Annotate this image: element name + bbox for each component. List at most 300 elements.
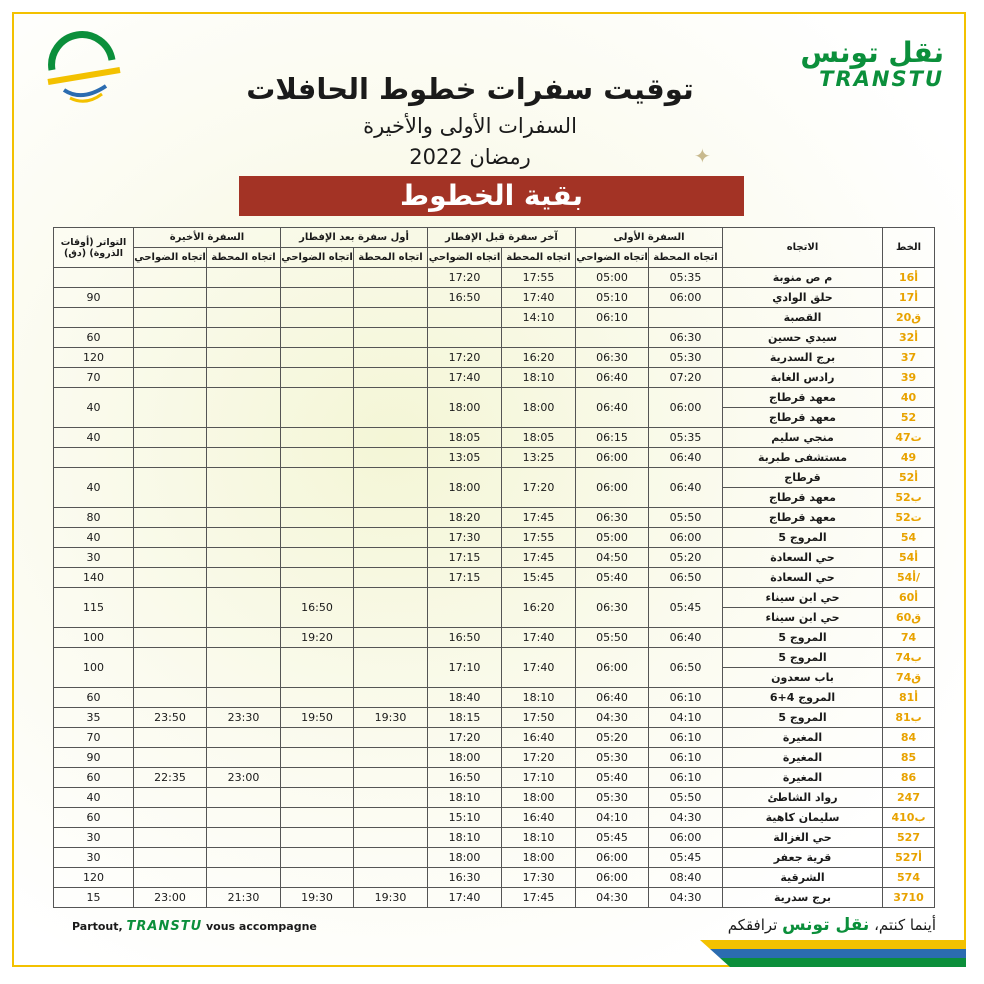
header-to-suburbs: اتجاه الضواحي (281, 248, 354, 268)
frequency-cell: 80 (54, 508, 134, 528)
frequency-cell: 120 (54, 348, 134, 368)
direction-cell: معهد قرطاج (723, 508, 883, 528)
time-cell: 19:50 (281, 708, 354, 728)
time-cell: 04:30 (576, 888, 649, 908)
frequency-cell: 60 (54, 768, 134, 788)
line-number: 81ب (883, 708, 935, 728)
line-number: 247 (883, 788, 935, 808)
direction-cell (723, 648, 883, 688)
time-cell: 17:40 (428, 368, 502, 388)
time-cell (134, 448, 207, 468)
time-cell: 04:50 (576, 548, 649, 568)
line-number: 527أ (883, 848, 935, 868)
time-cell (207, 428, 281, 448)
line-number (883, 388, 935, 428)
direction-cell: حي السعادة (723, 568, 883, 588)
time-cell (354, 308, 428, 328)
frequency-cell: 100 (54, 628, 134, 648)
schedule-rows (54, 268, 935, 908)
line-number: 85 (883, 748, 935, 768)
time-cell (207, 548, 281, 568)
time-cell (134, 788, 207, 808)
line-number: 16أ (883, 268, 935, 288)
time-cell (354, 848, 428, 868)
time-cell (134, 288, 207, 308)
time-cell: 18:05 (428, 428, 502, 448)
time-cell (134, 588, 207, 628)
time-cell (354, 328, 428, 348)
header-frequency: التواتر (أوقات الذروة) (دق) (54, 228, 134, 268)
line-number: 54أ/ (883, 568, 935, 588)
time-cell: 17:40 (502, 648, 576, 688)
time-cell: 21:30 (207, 888, 281, 908)
line-number-item: 74ق (883, 667, 934, 687)
header-first: السفرة الأولى (576, 228, 723, 248)
time-cell: 08:40 (649, 868, 723, 888)
time-cell (354, 748, 428, 768)
frequency-cell: 15 (54, 888, 134, 908)
time-cell (134, 268, 207, 288)
time-cell: 18:00 (428, 468, 502, 508)
table-row (54, 388, 935, 428)
frequency-cell: 90 (54, 288, 134, 308)
time-cell: 17:45 (502, 548, 576, 568)
time-cell (281, 868, 354, 888)
time-cell (354, 628, 428, 648)
time-cell: 17:20 (428, 728, 502, 748)
frequency-cell: 40 (54, 528, 134, 548)
footer-french-brand: TRANSTU (126, 919, 203, 934)
time-cell: 17:45 (502, 888, 576, 908)
line-number: 32أ (883, 328, 935, 348)
table-row (54, 728, 935, 748)
table-row (54, 528, 935, 548)
time-cell (281, 848, 354, 868)
time-cell: 17:40 (428, 888, 502, 908)
time-cell: 18:10 (502, 688, 576, 708)
time-cell: 05:40 (576, 568, 649, 588)
time-cell (354, 768, 428, 788)
time-cell: 17:40 (502, 288, 576, 308)
table-row (54, 768, 935, 788)
line-number: 74 (883, 628, 935, 648)
direction-cell: برج سدرية (723, 888, 883, 908)
time-cell (134, 628, 207, 648)
time-cell (354, 788, 428, 808)
time-cell (281, 728, 354, 748)
direction-cell: المغيرة (723, 768, 883, 788)
direction-cell: المروج 5 (723, 628, 883, 648)
time-cell (207, 308, 281, 328)
table-row (54, 748, 935, 768)
time-cell (281, 768, 354, 788)
frequency-cell: 115 (54, 588, 134, 628)
direction-cell: م ص منوبة (723, 268, 883, 288)
time-cell: 17:20 (428, 348, 502, 368)
time-cell: 04:30 (649, 888, 723, 908)
line-number: 574 (883, 868, 935, 888)
time-cell (354, 568, 428, 588)
direction-cell-item: معهد قرطاج (723, 407, 882, 427)
line-number (883, 468, 935, 508)
time-cell: 19:30 (281, 888, 354, 908)
line-number: 54 (883, 528, 935, 548)
time-cell: 18:40 (428, 688, 502, 708)
line-number-item: 60أ (898, 591, 919, 604)
time-cell (207, 508, 281, 528)
line-number-item: 52 (883, 407, 934, 427)
table-row (54, 848, 935, 868)
frequency-cell: 120 (54, 868, 134, 888)
time-cell (281, 548, 354, 568)
time-cell (134, 308, 207, 328)
frequency-cell: 40 (54, 788, 134, 808)
time-cell (134, 688, 207, 708)
direction-cell: رواد الشاطئ (723, 788, 883, 808)
header-last: السفرة الأخيرة (134, 228, 281, 248)
time-cell (428, 308, 502, 328)
time-cell (134, 528, 207, 548)
time-cell (207, 568, 281, 588)
time-cell: 06:40 (649, 468, 723, 508)
time-cell (281, 448, 354, 468)
time-cell: 17:15 (428, 548, 502, 568)
time-cell (576, 328, 649, 348)
page-subtitle: السفرات الأولى والأخيرة (363, 114, 577, 138)
time-cell (428, 328, 502, 348)
star-icon: ✦ (694, 144, 711, 168)
table-row (54, 448, 935, 468)
time-cell (207, 528, 281, 548)
direction-cell: حي الغزالة (723, 828, 883, 848)
time-cell (281, 748, 354, 768)
line-number: 49 (883, 448, 935, 468)
table-row (54, 808, 935, 828)
footer-arabic-pre: أينما كنتم، (874, 916, 936, 934)
time-cell (281, 268, 354, 288)
time-cell: 16:40 (502, 808, 576, 828)
time-cell: 06:50 (649, 648, 723, 688)
header-last-before-iftar: آخر سفرة قبل الإفطار (428, 228, 576, 248)
time-cell: 06:30 (649, 328, 723, 348)
footer-arabic-post: ترافقكم (727, 916, 778, 934)
frequency-cell: 40 (54, 428, 134, 448)
time-cell (134, 328, 207, 348)
time-cell: 18:20 (428, 508, 502, 528)
time-cell (134, 368, 207, 388)
line-number (883, 588, 935, 628)
time-cell (207, 868, 281, 888)
time-cell: 05:50 (649, 788, 723, 808)
line-number-item: 52ب (883, 487, 934, 507)
time-cell (207, 388, 281, 428)
time-cell: 06:00 (649, 288, 723, 308)
time-cell: 04:30 (576, 708, 649, 728)
table-row (54, 568, 935, 588)
line-number: 20ق (883, 308, 935, 328)
time-cell (207, 648, 281, 688)
time-cell (354, 548, 428, 568)
time-cell (207, 328, 281, 348)
header-to-station: اتجاه المحطة (649, 248, 723, 268)
brand-latin: TRANSTU (819, 67, 944, 91)
time-cell (207, 468, 281, 508)
time-cell (281, 788, 354, 808)
line-number (883, 648, 935, 688)
time-cell: 17:30 (502, 868, 576, 888)
time-cell (134, 868, 207, 888)
time-cell: 19:20 (281, 628, 354, 648)
line-number: 52ت (883, 508, 935, 528)
line-number: 17أ (883, 288, 935, 308)
time-cell (134, 648, 207, 688)
time-cell (207, 808, 281, 828)
time-cell (281, 508, 354, 528)
time-cell (354, 368, 428, 388)
direction-cell (723, 468, 883, 508)
time-cell: 05:50 (649, 508, 723, 528)
time-cell: 18:10 (428, 828, 502, 848)
time-cell: 16:20 (502, 588, 576, 628)
header-direction: الاتجاه (723, 228, 883, 268)
time-cell: 18:10 (502, 828, 576, 848)
time-cell: 05:35 (649, 428, 723, 448)
time-cell: 17:20 (502, 468, 576, 508)
frequency-cell: 70 (54, 368, 134, 388)
time-cell (134, 848, 207, 868)
direction-cell-item: معهد قرطاج (723, 487, 882, 507)
time-cell (354, 268, 428, 288)
line-number-item: 74ب (895, 651, 922, 664)
time-cell: 06:00 (576, 848, 649, 868)
time-cell: 18:00 (428, 748, 502, 768)
time-cell: 05:45 (649, 588, 723, 628)
time-cell: 06:30 (576, 348, 649, 368)
time-cell (354, 508, 428, 528)
time-cell: 05:45 (649, 848, 723, 868)
time-cell (207, 348, 281, 368)
time-cell: 05:00 (576, 528, 649, 548)
time-cell: 06:40 (649, 448, 723, 468)
time-cell (207, 628, 281, 648)
time-cell (134, 568, 207, 588)
frequency-cell: 60 (54, 328, 134, 348)
direction-cell: منجي سليم (723, 428, 883, 448)
frequency-cell: 70 (54, 728, 134, 748)
section-banner: بقية الخطوط (239, 176, 744, 216)
direction-cell: قرية جعفر (723, 848, 883, 868)
time-cell (134, 808, 207, 828)
time-cell (281, 428, 354, 448)
line-number-item: 40 (900, 391, 917, 404)
direction-cell (723, 388, 883, 428)
time-cell (134, 388, 207, 428)
time-cell (134, 828, 207, 848)
header-to-suburbs: اتجاه الضواحي (576, 248, 649, 268)
footer-arabic-brand: نقل تونس (782, 915, 870, 935)
time-cell (354, 808, 428, 828)
time-cell: 05:20 (576, 728, 649, 748)
transtu-logo-icon (42, 30, 122, 110)
time-cell (281, 648, 354, 688)
direction-cell: سليمان كاهية (723, 808, 883, 828)
table-row (54, 708, 935, 728)
table-row (54, 868, 935, 888)
time-cell: 06:00 (576, 648, 649, 688)
time-cell: 06:10 (649, 728, 723, 748)
frequency-cell: 40 (54, 388, 134, 428)
brand-logo (800, 38, 944, 90)
time-cell: 06:30 (576, 508, 649, 528)
table-row (54, 548, 935, 568)
time-cell: 05:30 (576, 748, 649, 768)
time-cell (281, 808, 354, 828)
time-cell: 06:00 (576, 868, 649, 888)
time-cell: 19:30 (354, 708, 428, 728)
frequency-cell: 140 (54, 568, 134, 588)
time-cell (134, 348, 207, 368)
time-cell (207, 368, 281, 388)
time-cell: 16:40 (502, 728, 576, 748)
time-cell: 13:25 (502, 448, 576, 468)
time-cell: 17:30 (428, 528, 502, 548)
time-cell: 06:00 (576, 468, 649, 508)
time-cell: 17:10 (428, 648, 502, 688)
frequency-cell (54, 448, 134, 468)
time-cell: 17:20 (502, 748, 576, 768)
time-cell (354, 688, 428, 708)
time-cell: 06:30 (576, 588, 649, 628)
time-cell (281, 468, 354, 508)
direction-cell: حلق الوادي (723, 288, 883, 308)
time-cell (207, 828, 281, 848)
time-cell (354, 428, 428, 448)
time-cell: 05:10 (576, 288, 649, 308)
time-cell: 18:05 (502, 428, 576, 448)
time-cell: 23:50 (134, 708, 207, 728)
time-cell: 15:10 (428, 808, 502, 828)
footer-french-pre: Partout, (72, 920, 123, 933)
time-cell: 05:35 (649, 268, 723, 288)
header-to-suburbs: اتجاه الضواحي (428, 248, 502, 268)
table-row (54, 268, 935, 288)
time-cell (354, 868, 428, 888)
frequency-cell: 35 (54, 708, 134, 728)
frequency-cell: 30 (54, 548, 134, 568)
time-cell: 17:40 (502, 628, 576, 648)
brand-arabic: نقل تونس (800, 36, 944, 69)
header-first-after-iftar: أول سفرة بعد الإفطار (281, 228, 428, 248)
time-cell: 06:10 (649, 748, 723, 768)
time-cell (354, 468, 428, 508)
time-cell: 16:50 (428, 288, 502, 308)
time-cell: 17:15 (428, 568, 502, 588)
time-cell: 06:50 (649, 568, 723, 588)
time-cell (354, 828, 428, 848)
time-cell: 05:40 (576, 768, 649, 788)
time-cell: 16:50 (281, 588, 354, 628)
time-cell: 19:30 (354, 888, 428, 908)
table-row (54, 308, 935, 328)
time-cell: 06:10 (649, 768, 723, 788)
frequency-cell: 30 (54, 848, 134, 868)
time-cell: 18:00 (428, 388, 502, 428)
direction-cell-item: حي ابن سيناء (723, 607, 882, 627)
time-cell: 18:00 (502, 388, 576, 428)
time-cell (207, 688, 281, 708)
direction-cell: سيدي حسين (723, 328, 883, 348)
time-cell: 18:10 (502, 368, 576, 388)
time-cell (207, 788, 281, 808)
time-cell (354, 448, 428, 468)
time-cell: 07:20 (649, 368, 723, 388)
time-cell (354, 388, 428, 428)
time-cell: 04:30 (649, 808, 723, 828)
time-cell (354, 588, 428, 628)
decorative-stripes (700, 940, 966, 967)
table-row (54, 688, 935, 708)
footer-slogan-french (72, 919, 317, 934)
table-row (54, 508, 935, 528)
time-cell (281, 288, 354, 308)
time-cell: 06:00 (649, 528, 723, 548)
time-cell (281, 328, 354, 348)
time-cell (207, 268, 281, 288)
table-row (54, 628, 935, 648)
direction-cell: القصبة (723, 308, 883, 328)
time-cell: 17:55 (502, 268, 576, 288)
time-cell (134, 508, 207, 528)
time-cell: 04:10 (576, 808, 649, 828)
direction-cell-item: معهد قرطاج (769, 391, 836, 404)
footer-slogan-arabic (728, 915, 936, 935)
time-cell (207, 728, 281, 748)
time-cell: 18:10 (428, 788, 502, 808)
time-cell: 18:00 (428, 848, 502, 868)
time-cell (207, 748, 281, 768)
time-cell (281, 528, 354, 548)
header-to-station: اتجاه المحطة (354, 248, 428, 268)
time-cell: 06:40 (649, 628, 723, 648)
time-cell (354, 528, 428, 548)
direction-cell: المروج 4+6 (723, 688, 883, 708)
direction-cell-item: باب سعدون (723, 667, 882, 687)
direction-cell: مستشفى طبربة (723, 448, 883, 468)
line-number-item: 52أ (898, 471, 919, 484)
time-cell: 05:00 (576, 268, 649, 288)
time-cell (649, 308, 723, 328)
time-cell: 15:45 (502, 568, 576, 588)
time-cell (134, 548, 207, 568)
time-cell: 23:00 (134, 888, 207, 908)
footer-french-post: vous accompagne (206, 920, 317, 933)
direction-cell: المروج 5 (723, 708, 883, 728)
time-cell (207, 288, 281, 308)
direction-cell: المروج 5 (723, 528, 883, 548)
time-cell: 05:50 (576, 628, 649, 648)
line-number: 54أ (883, 548, 935, 568)
time-cell: 22:35 (134, 768, 207, 788)
time-cell: 06:10 (576, 308, 649, 328)
time-cell (502, 328, 576, 348)
time-cell: 06:15 (576, 428, 649, 448)
time-cell (207, 848, 281, 868)
direction-cell (723, 588, 883, 628)
time-cell (428, 588, 502, 628)
table-row (54, 428, 935, 448)
time-cell: 23:30 (207, 708, 281, 728)
time-cell (281, 388, 354, 428)
